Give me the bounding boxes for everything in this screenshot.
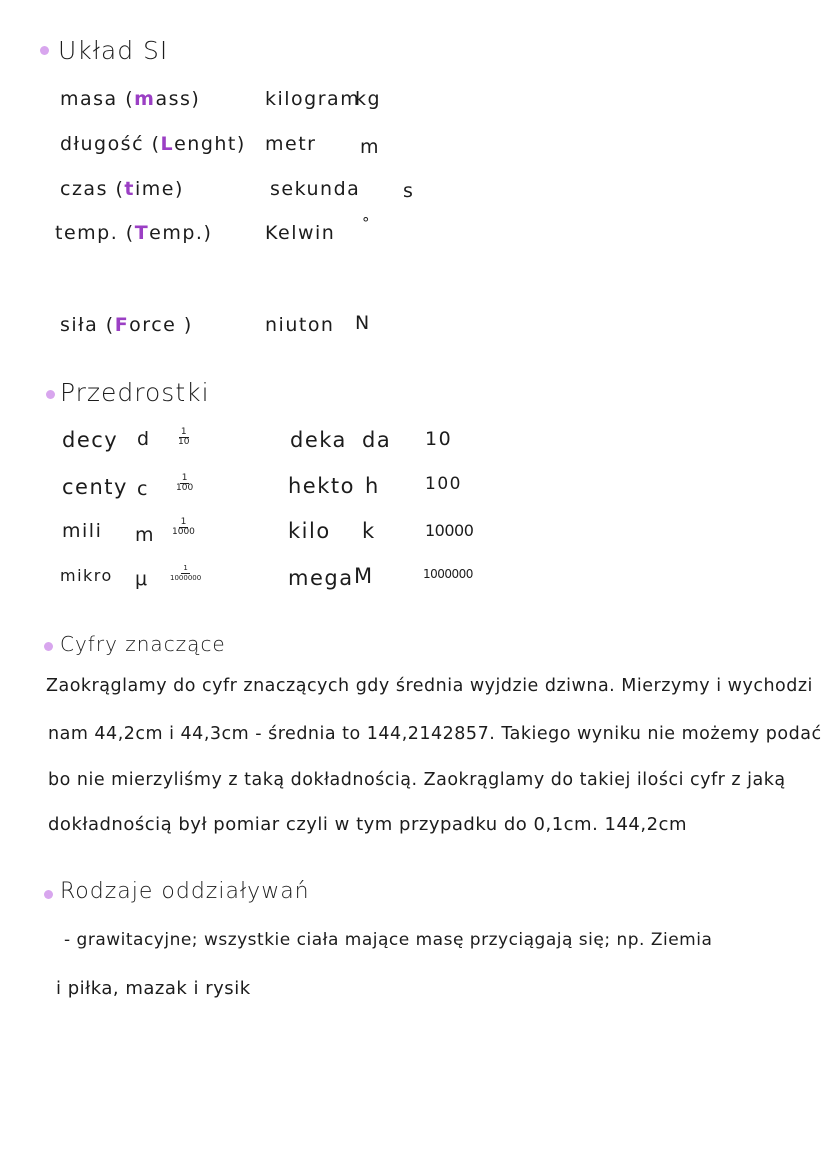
prefix-name-mikro: mikro: [60, 566, 113, 585]
prefix-name-mili: mili: [62, 520, 103, 542]
sigfigs-line-3: bo nie mierzyliśmy z taką dokładnością. Zaokrąglamy do takiej ilości cyfr z jaką: [48, 770, 786, 790]
si-unit-force: niuton: [265, 314, 335, 336]
prefix-fraction-decy: $\frac{1}{10}$: [178, 427, 190, 447]
si-unit-length: metr: [265, 133, 317, 155]
si-quantity-force: siła (Force ): [60, 314, 193, 336]
prefix-name-centy: centy: [62, 475, 128, 499]
prefix-symbol-mega: M: [354, 564, 374, 588]
si-symbol-length: m: [360, 136, 381, 158]
bullet-dot: [44, 642, 53, 651]
si-unit-mass: kilogram: [265, 88, 361, 110]
sigfigs-line-1: Zaokrąglamy do cyfr znaczących gdy średnia wyjdzie dziwna. Mierzymy i wychodzi: [46, 676, 813, 696]
prefix-value-deka: 10: [425, 428, 453, 450]
prefix-value-kilo: 10000: [425, 521, 474, 540]
si-quantity-temp: temp. (Temp.): [55, 222, 213, 244]
si-symbol-force: N: [355, 312, 371, 334]
prefix-symbol-deka: da: [362, 428, 392, 452]
section-heading-interactions: Rodzaje oddziaływań: [60, 879, 310, 904]
si-unit-time: sekunda: [270, 178, 361, 200]
prefix-symbol-centy: c: [137, 478, 149, 500]
prefix-fraction-mili: $\frac{1}{1000}$: [172, 517, 195, 537]
bullet-dot: [46, 390, 55, 399]
si-quantity-length: długość (Lenght): [60, 133, 246, 155]
prefix-symbol-decy: d: [137, 428, 151, 450]
bullet-dot: [44, 890, 53, 899]
si-quantity-time: czas (time): [60, 178, 184, 200]
prefix-name-mega: mega: [288, 566, 354, 590]
prefix-symbol-kilo: k: [362, 519, 376, 543]
prefix-fraction-centy: $\frac{1}{100}$: [176, 473, 194, 493]
prefix-value-hekto: 100: [425, 474, 462, 494]
section-heading-prefixes: Przedrostki: [60, 378, 210, 407]
bullet-dot: [40, 46, 49, 55]
si-symbol-time: s: [403, 180, 415, 202]
prefix-symbol-hekto: h: [365, 474, 380, 498]
prefix-symbol-mili: m: [135, 524, 156, 546]
prefix-name-hekto: hekto: [288, 474, 355, 498]
prefix-name-kilo: kilo: [288, 519, 331, 543]
prefix-name-decy: decy: [62, 428, 119, 452]
prefix-name-deka: deka: [290, 428, 347, 452]
interactions-line-1: - grawitacyjne; wszystkie ciała mające masę przyciągają się; np. Ziemia: [64, 930, 713, 950]
prefix-fraction-mikro: $\frac{1}{1000000}$: [170, 564, 202, 582]
sigfigs-line-2: nam 44,2cm i 44,3cm - średnia to 144,2142857. Takiego wyniku nie możemy podać: [48, 724, 822, 744]
si-symbol-temp: °: [362, 214, 371, 232]
prefix-symbol-mikro: μ: [135, 568, 149, 590]
sigfigs-line-4: dokładnością był pomiar czyli w tym przypadku do 0,1cm. 144,2cm: [48, 814, 687, 835]
interactions-line-2: i piłka, mazak i rysik: [56, 978, 251, 999]
si-quantity-mass: masa (mass): [60, 88, 201, 110]
si-unit-temp: Kelwin: [265, 222, 336, 244]
si-symbol-mass: kg: [355, 88, 382, 110]
prefix-value-mega: 1000000: [423, 567, 473, 581]
section-heading-sigfigs: Cyfry znaczące: [60, 632, 226, 656]
section-heading-si: Układ SI: [58, 36, 169, 65]
